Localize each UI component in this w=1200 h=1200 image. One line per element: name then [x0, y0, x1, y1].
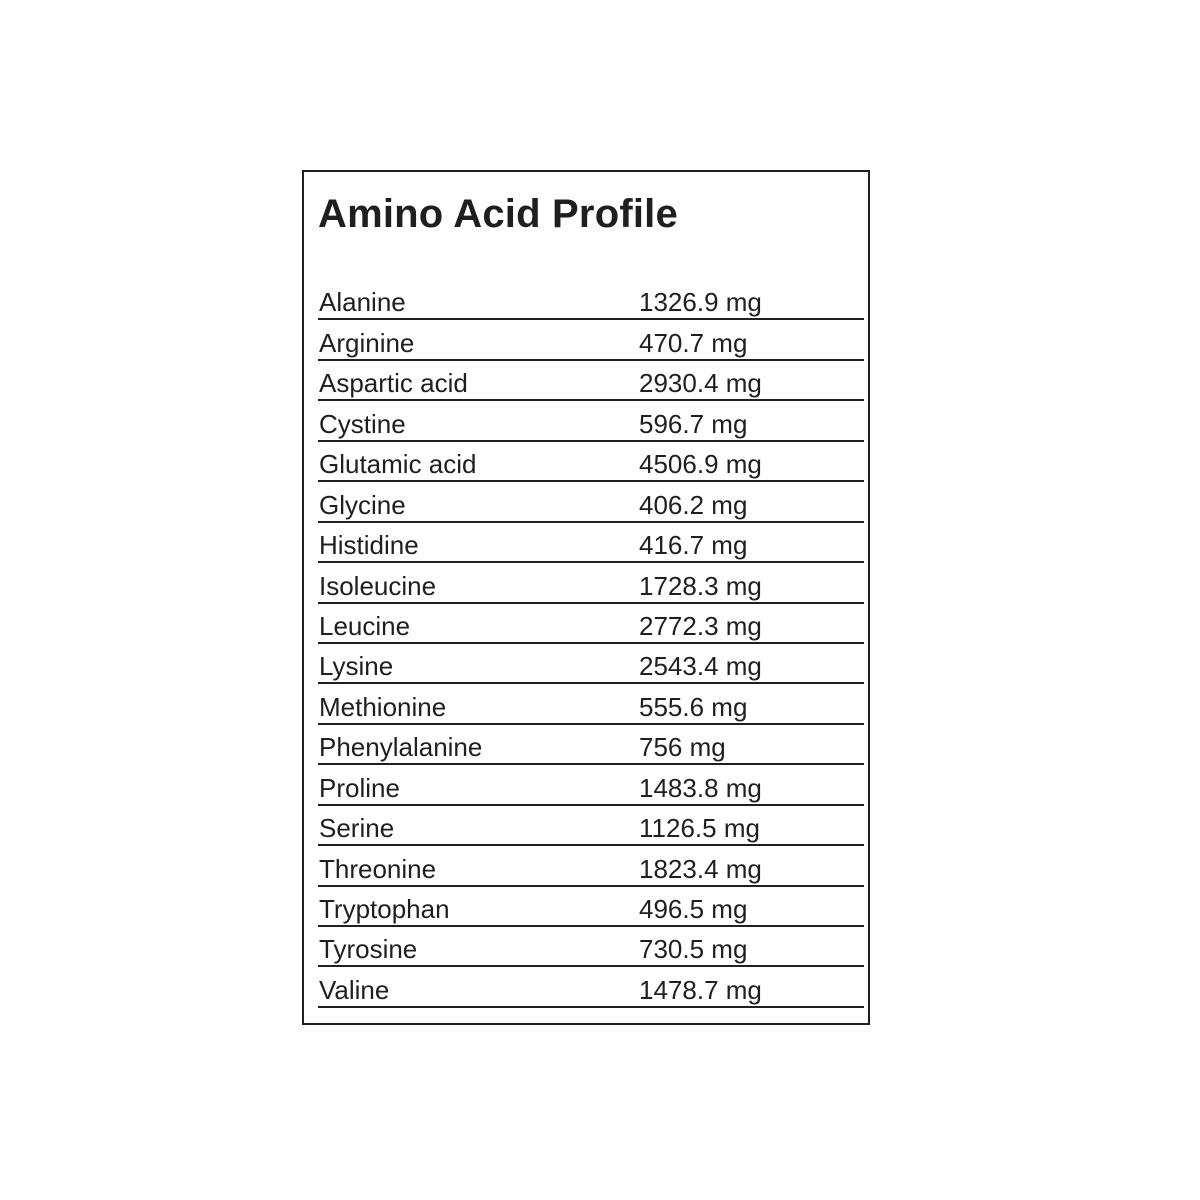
amino-acid-amount: 496.5 mg: [639, 894, 748, 924]
amino-acid-amount: 1728.3 mg: [639, 570, 762, 601]
list-item: [318, 725, 864, 765]
amino-acid-name: Threonine: [319, 853, 437, 884]
amino-acid-name: Cystine: [319, 408, 406, 439]
amino-acid-name: Methionine: [319, 691, 447, 722]
amino-acid-amount: 730.5 mg: [639, 934, 748, 965]
amino-acid-amount: 756 mg: [639, 732, 726, 763]
amino-acid-amount: 2772.3 mg: [639, 610, 762, 641]
amino-acid-name: Glycine: [319, 489, 406, 520]
amino-acid-amount: 2543.4 mg: [639, 651, 762, 682]
list-item: [318, 482, 864, 522]
amino-acid-name: Tyrosine: [319, 934, 418, 965]
list-item: [318, 644, 864, 684]
amino-acid-name: Leucine: [319, 610, 411, 641]
amino-acid-name: Aspartic acid: [319, 368, 468, 399]
list-item: [318, 523, 864, 563]
list-item: [318, 846, 864, 886]
amino-acid-name: Histidine: [319, 530, 419, 561]
list-item: [318, 967, 864, 1007]
amino-acid-amount: 406.2 mg: [639, 489, 748, 520]
amino-acid-name: Tryptophan: [319, 894, 450, 924]
amino-acid-amount: 1823.4 mg: [639, 853, 762, 884]
amino-acid-name: Proline: [319, 772, 400, 803]
amino-acid-amount: 416.7 mg: [639, 530, 748, 561]
amino-acid-list: [318, 280, 864, 1008]
list-item: [318, 401, 864, 441]
amino-acid-amount: 2930.4 mg: [639, 368, 762, 399]
amino-acid-name: Isoleucine: [319, 570, 437, 601]
amino-acid-amount: 470.7 mg: [639, 327, 748, 358]
list-item: [318, 887, 864, 927]
list-item: [318, 442, 864, 482]
amino-acid-name: Serine: [319, 813, 395, 844]
amino-acid-amount: 1126.5 mg: [639, 813, 760, 844]
list-item: [318, 806, 864, 846]
list-item: [318, 684, 864, 724]
amino-acid-amount: 1326.9 mg: [639, 287, 762, 318]
list-item: [318, 604, 864, 644]
list-item: [318, 280, 864, 320]
amino-acid-name: Phenylalanine: [319, 732, 483, 763]
list-item: [318, 361, 864, 401]
panel-title: Amino Acid Profile: [318, 192, 678, 236]
list-item: [318, 320, 864, 360]
amino-acid-name: Valine: [319, 974, 390, 1005]
amino-acid-amount: 4506.9 mg: [639, 449, 762, 480]
amino-acid-name: Glutamic acid: [319, 449, 477, 480]
list-item: [318, 765, 864, 805]
amino-acid-name: Alanine: [319, 287, 406, 318]
amino-acid-amount: 1478.7 mg: [639, 974, 762, 1005]
amino-acid-name: Lysine: [319, 651, 394, 682]
amino-acid-panel: [302, 170, 870, 1025]
amino-acid-amount: 596.7 mg: [639, 408, 748, 439]
list-item: [318, 927, 864, 967]
list-item: [318, 563, 864, 603]
amino-acid-amount: 555.6 mg: [639, 691, 748, 722]
amino-acid-amount: 1483.8 mg: [639, 772, 762, 803]
amino-acid-name: Arginine: [319, 327, 415, 358]
